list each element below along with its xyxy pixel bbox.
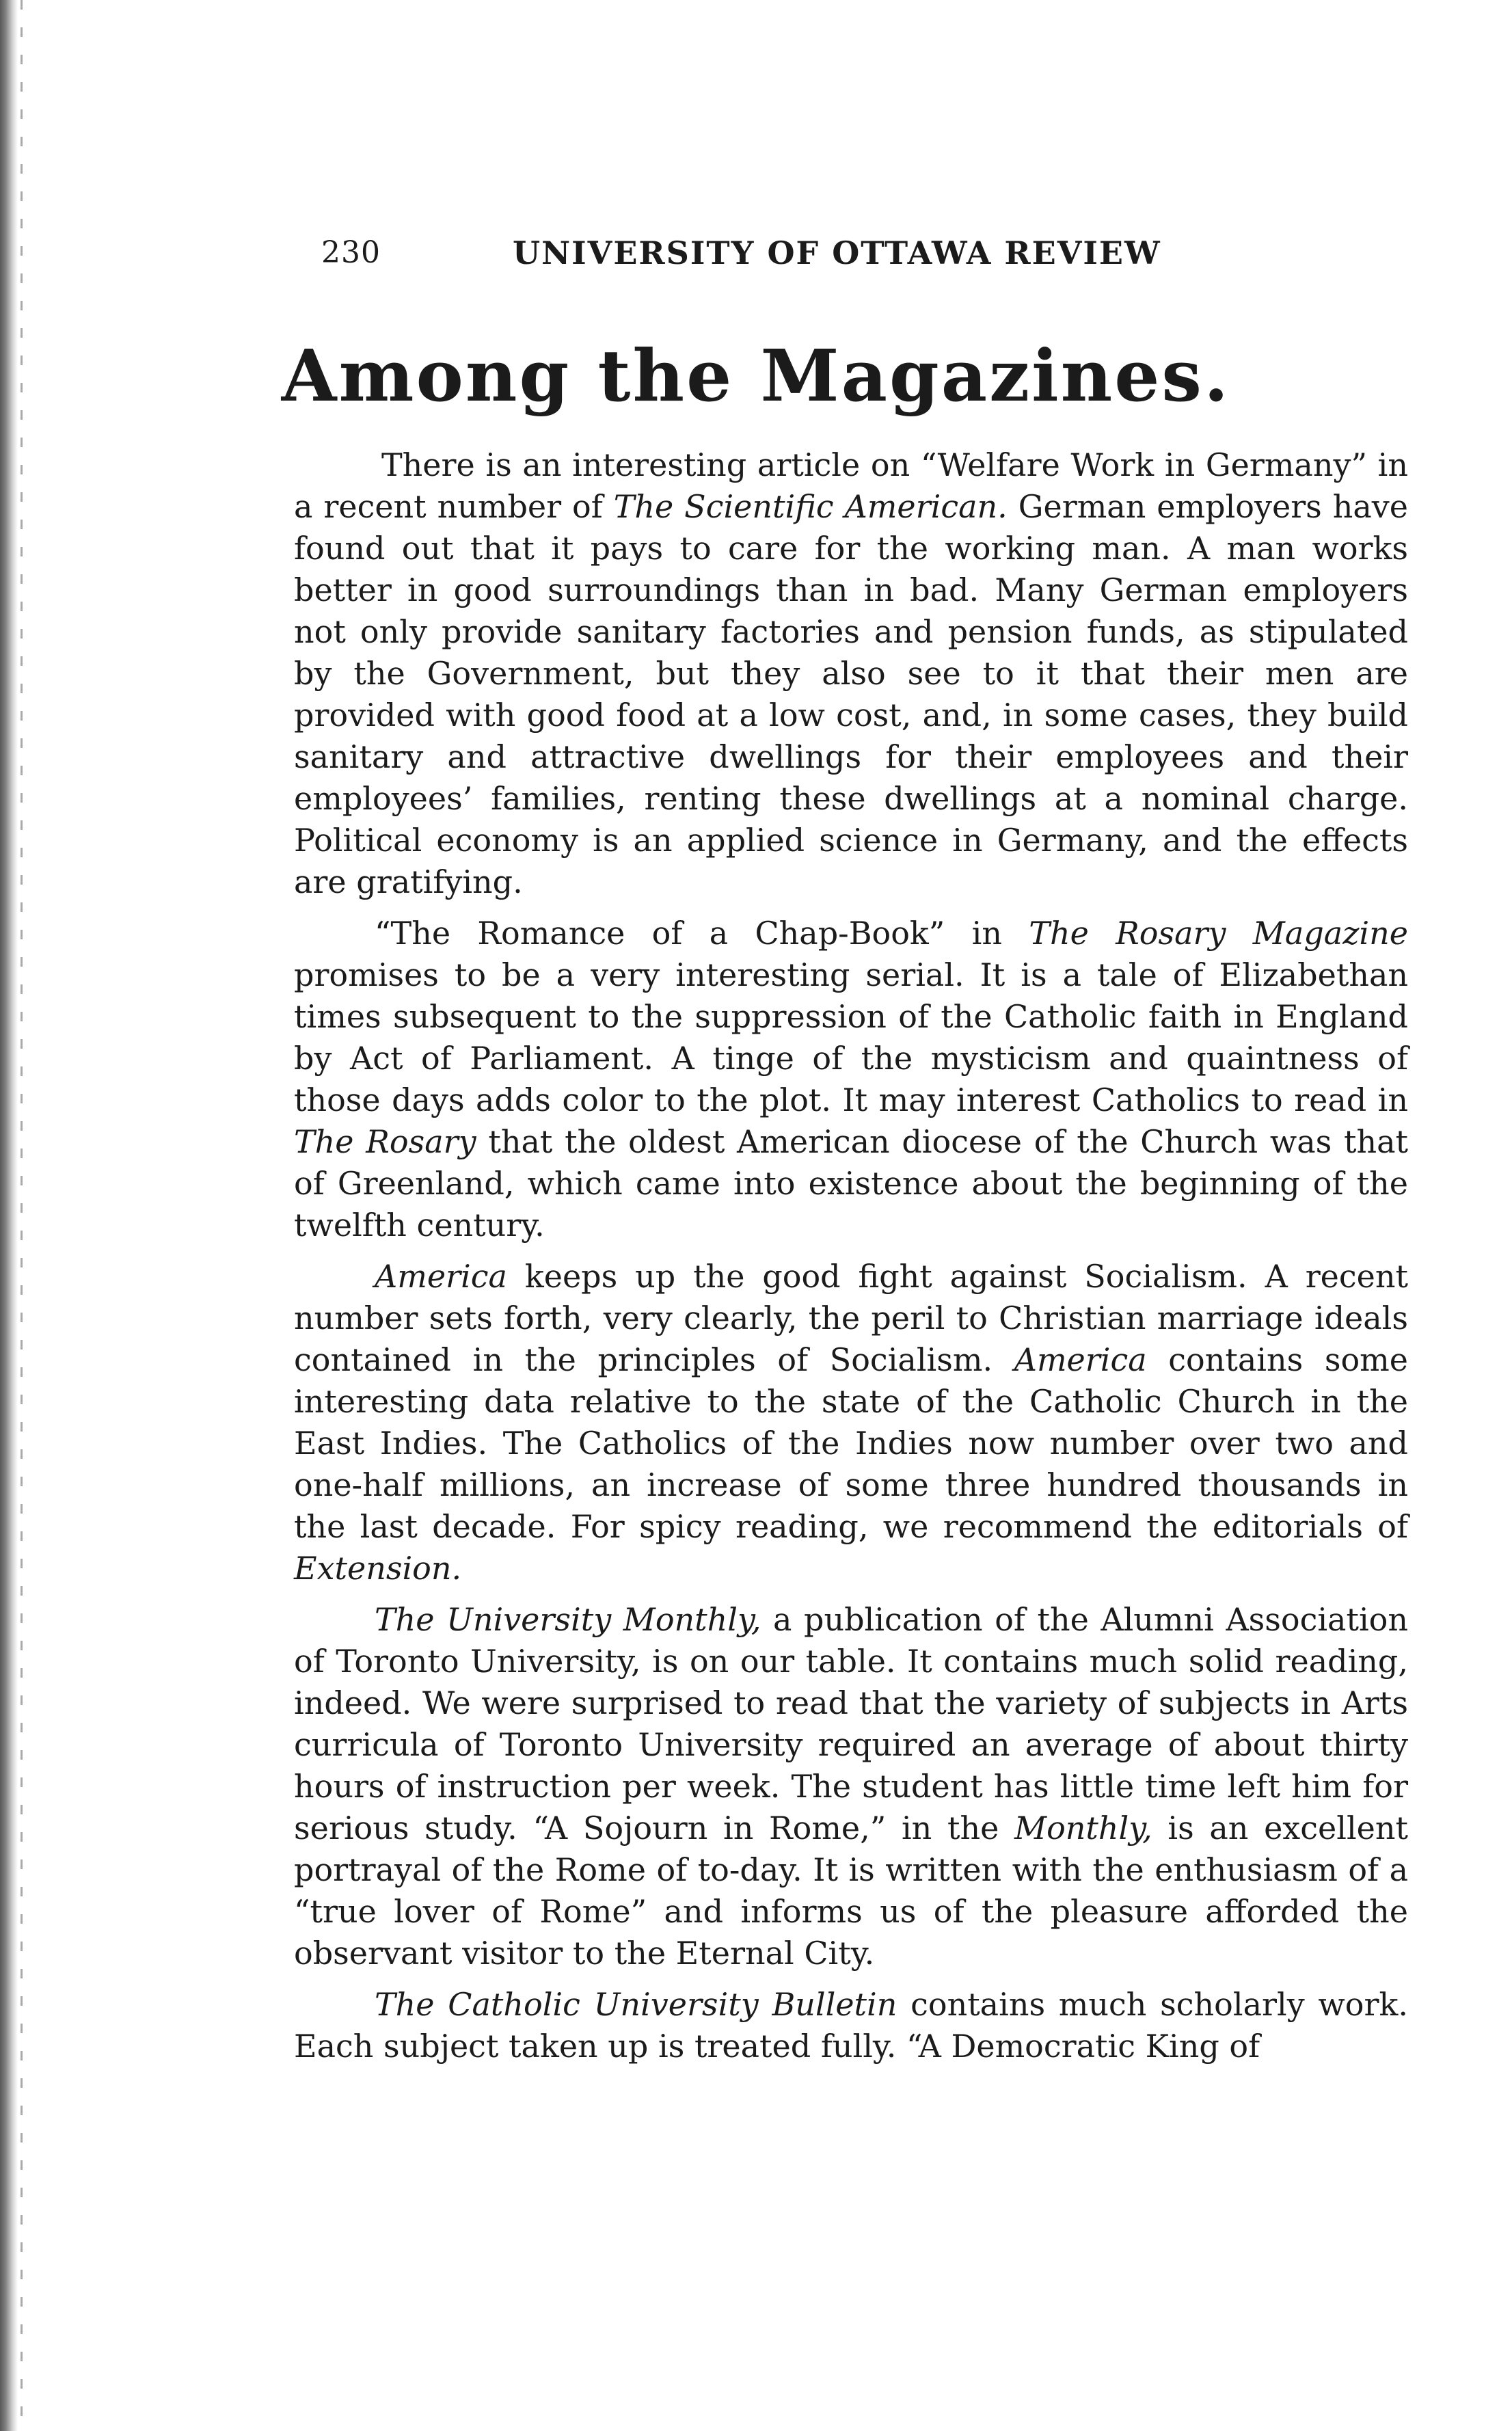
paragraph-text: a publication of the Alumni Association of Toronto University, is on our table. It contains much solid reading, indeed. We were surprised to read that the variety of subjects in Arts curricula of Toronto University required an average of about thirty hours of instruction per week. The student has little time left him for serious study. “A Sojourn in Rome,” in the	[294, 1601, 1408, 1846]
paragraph-university-monthly	[294, 1599, 1408, 1974]
article-body	[294, 444, 1408, 2077]
publication-title: The Scientific American.	[613, 488, 1008, 525]
page-number: 230	[321, 235, 381, 270]
paragraph-text: that the oldest American diocese of the Church was that of Greenland, which came into existence about the beginning of the twelfth century.	[294, 1123, 1408, 1244]
paragraph-welfare-work	[294, 444, 1408, 903]
paragraph-text: There is an interesting article on “Welfare Work in Germany” in a recent number of	[294, 446, 1408, 525]
paragraph-catholic-bulletin	[294, 1984, 1408, 2067]
publication-title: The Rosary	[294, 1123, 476, 1160]
section-title: Among the Magazines.	[281, 334, 1231, 418]
publication-title: The Catholic University Bulletin	[375, 1986, 897, 2023]
paragraph-text: keeps up the good fight against Socialism. A recent number sets forth, very clearly, the peril to Christian marriage ideals contained in the principles of Socialism.	[294, 1258, 1408, 1378]
paragraph-america	[294, 1256, 1408, 1589]
publication-title: The Rosary Magazine	[1029, 915, 1408, 952]
publication-title: America	[1014, 1341, 1147, 1378]
paragraph-text: contains some interesting data relative to the state of the Catholic Church in the East Indies. The Catholics of the Indies now number over two and one-half millions, an increase of some three hundred thousands in the last decade. For spicy reading, we recommend the editorials of	[294, 1341, 1408, 1545]
paragraph-rosary-magazine	[294, 913, 1408, 1246]
publication-title: Monthly,	[1014, 1810, 1152, 1846]
paragraph-text: contains much scholarly work. Each subject taken up is treated fully. “A Democratic King of	[294, 1986, 1408, 2065]
paragraph-text: promises to be a very interesting serial. It is a tale of Elizabethan times subsequent to the suppression of the Catholic faith in England by Act of Parliament. A tinge of the mysticism and quaintness of those days adds color to the plot. It may interest Catholics to read in	[294, 956, 1408, 1118]
running-head: UNIVERSITY OF OTTAWA REVIEW	[513, 234, 1161, 271]
page-header	[321, 226, 1224, 280]
paragraph-text: German employers have found out that it pays to care for the working man. A man works better in good surroundings than in bad. Many German employers not only provide sanitary factories and pension funds, as stipulated by the Government, but they also see to it that their men are provided with good food at a low cost, and, in some cases, they build sanitary and attractive dwellings for their employees and their employees’ families, renting these dwellings at a nominal charge. Political economy is an applied science in Germany, and the effects are gratifying.	[294, 488, 1408, 900]
paragraph-text: “The Romance of a Chap-Book” in	[375, 915, 1029, 952]
publication-title: Extension.	[294, 1550, 462, 1587]
publication-title: The University Monthly,	[375, 1601, 761, 1638]
publication-title: America	[375, 1258, 507, 1295]
paragraph-text: is an excellent portrayal of the Rome of to-day. It is written with the enthusiasm of a “true lover of Rome” and informs us of the pleasure afforded the observant visitor to the Eternal City.	[294, 1810, 1408, 1972]
